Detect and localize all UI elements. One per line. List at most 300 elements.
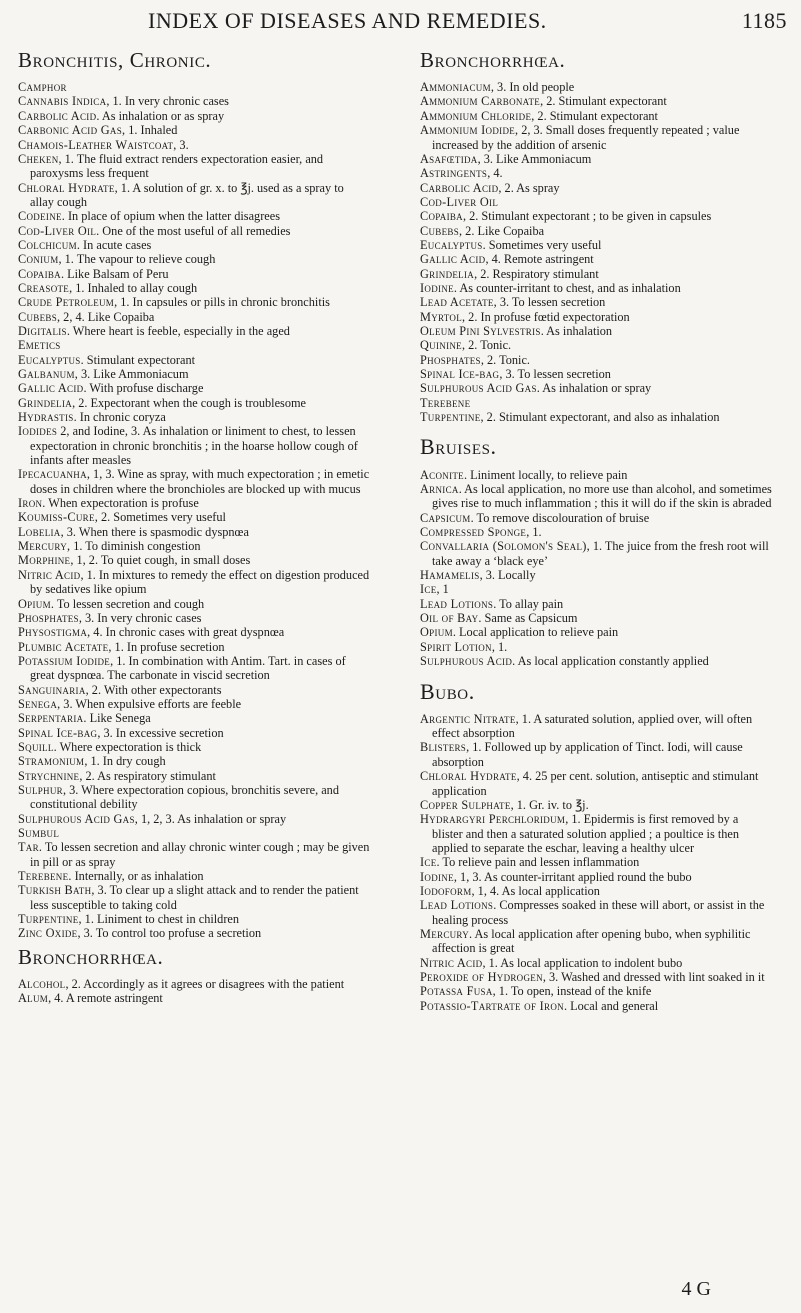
entry-description: , 1. Inhaled to allay cough bbox=[69, 280, 198, 295]
index-entry bbox=[420, 970, 772, 984]
entry-term: Blisters bbox=[420, 740, 467, 755]
entry-description: , 1. Gr. iv. to ℥j. bbox=[510, 797, 589, 812]
entry-description: , 2. With other expectorants bbox=[85, 682, 222, 697]
entry-term: Carbonic Acid Gas bbox=[18, 123, 123, 138]
index-entry bbox=[18, 109, 370, 123]
entry-description: , 2. As respiratory stimulant bbox=[79, 768, 216, 783]
index-entry bbox=[18, 209, 370, 223]
entry-term: Morphine bbox=[18, 553, 71, 568]
index-entry bbox=[18, 769, 370, 783]
index-entry bbox=[420, 338, 772, 352]
entry-description: , 2. Accordingly as it agrees or disagrees with the patient bbox=[65, 976, 345, 991]
entry-term: Grindelia bbox=[18, 395, 73, 410]
entry-term: Senega bbox=[18, 696, 58, 711]
entry-term: Camphor bbox=[18, 80, 67, 95]
entry-term: Cubebs bbox=[420, 223, 460, 238]
section-heading: Bubo. bbox=[420, 678, 475, 704]
index-entry bbox=[18, 883, 370, 912]
entry-description: , 4. A remote astringent bbox=[48, 991, 163, 1006]
entry-description: . As inhalation or as spray bbox=[96, 108, 225, 123]
index-entry bbox=[18, 754, 370, 768]
index-entry bbox=[18, 826, 370, 840]
entry-term: Myrtol bbox=[420, 309, 463, 324]
index-entry bbox=[420, 252, 772, 266]
index-entry bbox=[18, 396, 370, 410]
index-entry bbox=[420, 267, 772, 281]
entry-description: , 1. In dry cough bbox=[84, 754, 166, 769]
index-entry bbox=[18, 410, 370, 424]
index-entry bbox=[18, 281, 370, 295]
entry-description: , 3. Like Ammoniacum bbox=[477, 151, 592, 166]
index-entry bbox=[420, 152, 772, 166]
entry-term: Gallic Acid bbox=[18, 381, 84, 396]
entry-description: , 2, 4. Like Copaiba bbox=[57, 309, 155, 324]
index-entry bbox=[420, 511, 772, 525]
entry-description: . To lessen secretion and allay chronic winter cough ; may be given in pill or as spray bbox=[30, 840, 370, 869]
entry-description: , 1. The vapour to relieve cough bbox=[58, 252, 216, 267]
entry-description: , 3. To control too profuse a secretion bbox=[77, 926, 262, 941]
index-entry bbox=[420, 410, 772, 424]
index-entry bbox=[420, 625, 772, 639]
entry-term: Turpentine bbox=[18, 912, 79, 927]
index-entry bbox=[18, 912, 370, 926]
entry-term: Compressed Sponge bbox=[420, 525, 527, 540]
entry-description: , 2, 3. Small doses frequently repeated ; value increased by the addition of arsenic bbox=[432, 123, 740, 152]
running-head bbox=[0, 8, 801, 36]
index-entry bbox=[18, 525, 370, 539]
index-entry bbox=[18, 697, 370, 711]
section-heading: Bronchitis, Chronic. bbox=[18, 48, 212, 72]
entry-term: Copaiba bbox=[18, 266, 61, 281]
index-entry bbox=[18, 310, 370, 324]
index-entry bbox=[420, 123, 772, 152]
entry-term: Ice bbox=[420, 582, 437, 597]
entry-term: Galbanum bbox=[18, 367, 75, 382]
entry-term: Chloral Hydrate bbox=[18, 180, 115, 195]
index-entry bbox=[420, 654, 772, 668]
index-entry bbox=[420, 525, 772, 539]
index-entry bbox=[420, 181, 772, 195]
entry-description: , 1. The fluid extract renders expectoration easier, and paroxysms less frequent bbox=[30, 151, 324, 181]
entry-description: , 2. Stimulant expectorant, and also as inhalation bbox=[480, 410, 720, 425]
index-entry bbox=[18, 611, 370, 625]
entry-description: . Local and general bbox=[563, 998, 659, 1013]
entry-term: Squill bbox=[18, 739, 54, 754]
entry-term: Ammonium Chloride bbox=[420, 108, 532, 123]
entry-description: , 1. To diminish congestion bbox=[67, 539, 201, 554]
entry-term: Plumbic Acetate bbox=[18, 639, 109, 654]
entry-term: Opium bbox=[18, 596, 51, 611]
entry-description: , 1. Inhaled bbox=[122, 123, 178, 138]
index-entry bbox=[420, 539, 772, 568]
entry-description: , 1. Followed up by application of Tinct. Iodi, will cause absorption bbox=[432, 740, 743, 769]
entry-description: , 1. In combination with Antim. Tart. in cases of great dyspnœa. The carbonate in viscid secretion bbox=[30, 653, 346, 683]
entry-term: Convallaria (Solomon's Seal) bbox=[420, 539, 587, 554]
entry-term: Iodine bbox=[420, 280, 454, 295]
entry-description: , 4. bbox=[487, 166, 503, 181]
index-entry bbox=[18, 467, 370, 496]
entry-description: . Internally, or as inhalation bbox=[68, 869, 204, 884]
entry-term: Potassium Iodide bbox=[18, 653, 111, 668]
entry-term: Chloral Hydrate bbox=[420, 769, 517, 784]
entry-term: Oleum Pini Sylvestris bbox=[420, 323, 541, 338]
entry-term: Hydrastis bbox=[18, 410, 74, 425]
entry-term: Chamois-Leather Waistcoat bbox=[18, 137, 174, 152]
index-entry bbox=[420, 109, 772, 123]
index-entry bbox=[420, 396, 772, 410]
entry-description: , 1, 3. Wine as spray, with much expectoration ; in emetic doses in children where the bronchioles are blocked up with mucus bbox=[30, 467, 370, 496]
entry-term: Alcohol bbox=[18, 976, 66, 991]
entry-term: Lobelia bbox=[18, 524, 61, 539]
entry-term: Argentic Nitrate bbox=[420, 711, 516, 726]
entry-description: . In place of opium when the latter disagrees bbox=[61, 209, 280, 224]
entry-description: , 1. A solution of gr. x. to ℥j. used as a spray to allay cough bbox=[30, 180, 344, 209]
entry-description: , 3. To clear up a slight attack and to render the patient less susceptible to taking cold bbox=[30, 883, 359, 912]
entry-description: . Same as Capsicum bbox=[478, 611, 578, 626]
entry-term: Sulphurous Acid Gas bbox=[420, 381, 537, 396]
index-entry bbox=[420, 798, 772, 812]
index-entry bbox=[18, 840, 370, 869]
entry-term: Emetics bbox=[18, 338, 61, 353]
index-entry bbox=[18, 267, 370, 281]
entry-term: Crude Petroleum bbox=[18, 295, 115, 310]
entry-description: . Sometimes very useful bbox=[482, 237, 602, 252]
section-heading: Bruises. bbox=[420, 434, 497, 460]
entry-term: Spinal Ice-bag bbox=[18, 725, 98, 740]
entry-description: . Like Senega bbox=[83, 711, 151, 726]
entry-description: , 1. A saturated solution, applied over, will often effect absorption bbox=[432, 711, 753, 741]
index-entry bbox=[18, 640, 370, 654]
index-entry bbox=[18, 926, 370, 940]
entry-term: Sulphur bbox=[18, 782, 63, 797]
entry-description: . To allay pain bbox=[493, 596, 564, 611]
entry-term: Stramonium bbox=[18, 754, 85, 769]
entry-term: Carbolic Acid bbox=[18, 108, 97, 123]
entry-description: . Where heart is feeble, especially in the aged bbox=[66, 323, 290, 338]
index-entry bbox=[18, 740, 370, 754]
index-entry bbox=[420, 898, 772, 927]
entry-description: , 2. Tonic. bbox=[461, 338, 512, 353]
index-entry bbox=[420, 812, 772, 855]
entry-term: Eucalyptus bbox=[18, 352, 81, 367]
entry-term: Copper Sulphate bbox=[420, 797, 511, 812]
entry-description: , 2. Like Copaiba bbox=[459, 223, 545, 238]
entry-description: 2, and Iodine, 3. As inhalation or liniment to chest, to lessen expectoration in chronic bronchitis ; in the hoarse hollow cough of infants after measles bbox=[30, 424, 358, 468]
index-entry bbox=[18, 381, 370, 395]
index-entry bbox=[420, 166, 772, 180]
entry-description: , 3. To lessen secretion bbox=[499, 367, 611, 382]
entry-term: Arnica bbox=[420, 482, 459, 497]
entry-term: Zinc Oxide bbox=[18, 926, 78, 941]
index-entry bbox=[18, 568, 370, 597]
entry-term: Opium bbox=[420, 625, 453, 640]
entry-description: . In acute cases bbox=[76, 237, 152, 252]
index-entry bbox=[420, 324, 772, 338]
index-entry bbox=[18, 977, 370, 991]
index-entry bbox=[420, 597, 772, 611]
index-entry bbox=[18, 252, 370, 266]
entry-description: . As local application after opening bubo, when syphilitic affection is great bbox=[432, 926, 751, 956]
entry-description: , 2. Tonic. bbox=[480, 352, 530, 367]
entry-term: Cannabis Indica bbox=[18, 94, 107, 109]
entry-term: Cheken bbox=[18, 151, 59, 166]
entry-term: Lead Acetate bbox=[420, 295, 494, 310]
entry-description: , 2. Stimulant expectorant ; to be given in capsules bbox=[462, 209, 712, 224]
entry-term: Sulphurous Acid bbox=[420, 654, 513, 669]
entry-description: , 1, 2, 3. As inhalation or spray bbox=[134, 811, 287, 826]
index-entry bbox=[18, 324, 370, 338]
entry-term: Turkish Bath bbox=[18, 883, 92, 898]
entry-description: . With profuse discharge bbox=[83, 381, 204, 396]
entry-term: Cubebs bbox=[18, 309, 58, 324]
entry-description: . Stimulant expectorant bbox=[80, 352, 196, 367]
entry-term: Potassio-Tartrate of Iron bbox=[420, 998, 564, 1013]
entry-term: Grindelia bbox=[420, 266, 475, 281]
entry-description: . As local application constantly applied bbox=[512, 654, 709, 669]
index-entry bbox=[420, 367, 772, 381]
index-entry bbox=[420, 568, 772, 582]
index-entry bbox=[420, 927, 772, 956]
entry-term: Iodides bbox=[18, 424, 58, 439]
entry-term: Colchicum bbox=[18, 237, 77, 252]
entry-term: Iron bbox=[18, 496, 43, 511]
index-entry bbox=[420, 611, 772, 625]
index-entry bbox=[18, 625, 370, 639]
index-entry bbox=[18, 338, 370, 352]
entry-description: , 1 bbox=[436, 582, 449, 597]
entry-description: , 3. Where expectoration copious, bronchitis severe, and constitutional debility bbox=[30, 782, 339, 812]
entry-term: Astringents bbox=[420, 166, 488, 181]
index-entry bbox=[18, 80, 370, 94]
entry-term: Lead Lotions bbox=[420, 898, 494, 913]
index-entry bbox=[420, 956, 772, 970]
entry-description: . To lessen secretion and cough bbox=[50, 596, 205, 611]
entry-term: Ammonium Iodide bbox=[420, 123, 516, 138]
entry-description: , 1, 4. As local application bbox=[471, 883, 600, 898]
entry-description: . To relieve pain and lessen inflammation bbox=[436, 855, 640, 870]
entry-term: Sulphurous Acid Gas bbox=[18, 811, 135, 826]
index-entry bbox=[18, 94, 370, 108]
entry-description: , 2. Sometimes very useful bbox=[94, 510, 226, 525]
entry-description: . As local application, no more use than alcohol, and sometimes gives rise to much inflammation ; this it will do if the skin is abraded bbox=[432, 482, 772, 511]
entry-description: . One of the most useful of all remedies bbox=[96, 223, 291, 238]
index-entry bbox=[18, 726, 370, 740]
running-title: INDEX OF DISEASES AND REMEDIES. bbox=[148, 8, 547, 33]
entry-description: . Where expectoration is thick bbox=[53, 739, 202, 754]
entry-description: , 3. When there is spasmodic dyspnœa bbox=[60, 524, 249, 539]
entry-term: Mercury bbox=[420, 926, 470, 941]
entry-description: . Like Balsam of Peru bbox=[60, 266, 169, 281]
entry-term: Sanguinaria bbox=[18, 682, 86, 697]
section-heading: Bronchorrhœa. bbox=[18, 944, 164, 969]
entry-term: Hydrargyri Perchloridum bbox=[420, 812, 566, 827]
entry-term: Nitric Acid bbox=[420, 955, 483, 970]
entry-term: Cod-Liver Oil bbox=[420, 194, 499, 209]
entry-description: . Compresses soaked in these will abort, or assist in the healing process bbox=[432, 898, 765, 927]
index-entry bbox=[420, 870, 772, 884]
index-entry bbox=[18, 654, 370, 683]
entry-term: Turpentine bbox=[420, 410, 481, 425]
entry-description: , 1. bbox=[526, 525, 542, 540]
entry-term: Physostigma bbox=[18, 625, 88, 640]
index-entry bbox=[18, 138, 370, 152]
entry-description: , 1. In mixtures to remedy the effect on digestion produced by sedatives like opium bbox=[30, 567, 370, 597]
index-entry bbox=[420, 238, 772, 252]
entry-term: Aconite bbox=[420, 467, 464, 482]
entry-term: Potassa Fusa bbox=[420, 984, 493, 999]
index-entry bbox=[18, 224, 370, 238]
entry-description: , 2. Respiratory stimulant bbox=[474, 266, 599, 281]
entry-description: , 1. As local application to indolent bubo bbox=[482, 955, 683, 970]
entry-term: Terebene bbox=[18, 869, 69, 884]
index-entry bbox=[420, 884, 772, 898]
entry-description: . Local application to relieve pain bbox=[452, 625, 619, 640]
entry-description: , 1. bbox=[491, 639, 508, 654]
index-entry bbox=[420, 94, 772, 108]
index-entry bbox=[420, 740, 772, 769]
entry-term: Tar bbox=[18, 840, 39, 855]
index-entry bbox=[18, 711, 370, 725]
entry-term: Phosphates bbox=[420, 352, 481, 367]
entry-description: , 1. In capsules or pills in chronic bronchitis bbox=[114, 295, 330, 310]
left-column bbox=[18, 44, 370, 1006]
entry-description: , 1. In very chronic cases bbox=[106, 94, 229, 109]
index-entry bbox=[420, 640, 772, 654]
index-entry bbox=[18, 783, 370, 812]
index-entry bbox=[18, 510, 370, 524]
entry-term: Carbolic Acid bbox=[420, 180, 499, 195]
entry-description: , 1. To open, instead of the knife bbox=[492, 984, 652, 999]
entry-term: Conium bbox=[18, 252, 59, 267]
entry-term: Iodine bbox=[420, 869, 454, 884]
entry-term: Codeine bbox=[18, 209, 62, 224]
index-entry bbox=[420, 80, 772, 94]
entry-term: Terebene bbox=[420, 395, 471, 410]
entry-term: Quinine bbox=[420, 338, 462, 353]
entry-description: , 3. bbox=[173, 137, 189, 152]
entry-description: , 3. In old people bbox=[490, 80, 575, 95]
page-number: 1185 bbox=[741, 8, 787, 33]
index-entry bbox=[18, 683, 370, 697]
entry-term: Alum bbox=[18, 991, 49, 1006]
index-entry bbox=[18, 181, 370, 210]
index-entry bbox=[420, 295, 772, 309]
entry-description: . When expectoration is profuse bbox=[42, 496, 199, 511]
index-entry bbox=[18, 496, 370, 510]
index-entry bbox=[18, 123, 370, 137]
entry-term: Eucalyptus bbox=[420, 237, 483, 252]
entry-description: , 4. Remote astringent bbox=[485, 252, 594, 267]
index-entry bbox=[18, 424, 370, 467]
entry-description: , 3. When expulsive efforts are feeble bbox=[57, 696, 242, 711]
index-entry bbox=[18, 553, 370, 567]
entry-description: , 1. The juice from the fresh root will take away a ‘black eye’ bbox=[432, 539, 769, 568]
entry-description: . As inhalation or spray bbox=[536, 381, 652, 396]
entry-term: Ammoniacum bbox=[420, 80, 491, 95]
entry-term: Ammonium Carbonate bbox=[420, 94, 541, 109]
entry-term: Koumiss-Cure bbox=[18, 510, 95, 525]
section-heading: Bronchorrhœa. bbox=[420, 48, 566, 72]
entry-term: Spinal Ice-bag bbox=[420, 367, 500, 382]
entry-term: Cod-Liver Oil bbox=[18, 223, 97, 238]
entry-term: Nitric Acid bbox=[18, 567, 81, 582]
index-entry bbox=[18, 812, 370, 826]
index-entry bbox=[18, 597, 370, 611]
entry-description: , 3. To lessen secretion bbox=[493, 295, 606, 310]
index-entry bbox=[420, 855, 772, 869]
index-entry bbox=[420, 281, 772, 295]
entry-description: , 3. In excessive secretion bbox=[97, 725, 224, 740]
index-entry bbox=[18, 367, 370, 381]
index-entry bbox=[18, 539, 370, 553]
entry-description: , 2. Stimulant expectorant bbox=[531, 108, 658, 123]
index-entry bbox=[420, 195, 772, 209]
signature-mark: 4 G bbox=[681, 1278, 711, 1300]
entry-term: Oil of Bay bbox=[420, 611, 479, 626]
entry-description: , 2. Stimulant expectorant bbox=[540, 94, 667, 109]
entry-description: . Liniment locally, to relieve pain bbox=[463, 467, 628, 482]
index-entry bbox=[420, 984, 772, 998]
entry-term: Ipecacuanha bbox=[18, 467, 87, 482]
entry-term: Copaiba bbox=[420, 209, 463, 224]
entry-term: Serpentaria bbox=[18, 711, 84, 726]
index-entry bbox=[420, 381, 772, 395]
entry-description: , 4. 25 per cent. solution, antiseptic and stimulant application bbox=[432, 769, 759, 798]
index-entry bbox=[420, 482, 772, 511]
index-entry bbox=[18, 152, 370, 181]
index-entry bbox=[420, 769, 772, 798]
entry-term: Phosphates bbox=[18, 610, 79, 625]
index-entry bbox=[420, 353, 772, 367]
entry-term: Spirit Lotion bbox=[420, 639, 492, 654]
index-entry bbox=[18, 991, 370, 1005]
entry-description: , 3. In very chronic cases bbox=[78, 610, 202, 625]
entry-term: Iodoform bbox=[420, 883, 472, 898]
entry-description: , 3. Washed and dressed with lint soaked in it bbox=[542, 969, 765, 984]
entry-term: Sumbul bbox=[18, 826, 60, 841]
entry-term: Mercury bbox=[18, 539, 68, 554]
entry-description: , 4. In chronic cases with great dyspnœa bbox=[87, 625, 285, 640]
entry-description: , 1. Epidermis is first removed by a blister and then a saturated solution applied ; a poultice is then applied to separate the eschar, leaving a healthy ulcer bbox=[432, 812, 740, 855]
index-entry bbox=[420, 582, 772, 596]
entry-description: , 3. Like Ammoniacum bbox=[74, 367, 189, 382]
entry-term: Strychnine bbox=[18, 768, 80, 783]
entry-term: Hamamelis bbox=[420, 568, 480, 583]
entry-description: , 2. Expectorant when the cough is troublesome bbox=[72, 395, 307, 410]
entry-term: Lead Lotions bbox=[420, 596, 494, 611]
index-entry bbox=[420, 310, 772, 324]
index-entry bbox=[18, 869, 370, 883]
entry-term: Ice bbox=[420, 855, 437, 870]
entry-term: Peroxide of Hydrogen bbox=[420, 969, 543, 984]
entry-term: Capsicum bbox=[420, 510, 471, 525]
entry-description: . In chronic coryza bbox=[73, 410, 166, 425]
entry-description: . As inhalation bbox=[540, 323, 613, 338]
right-column bbox=[420, 44, 772, 1013]
entry-description: . To remove discolouration of bruise bbox=[470, 510, 650, 525]
entry-description: , 2. In profuse fœtid expectoration bbox=[462, 309, 630, 324]
entry-term: Asafœtida bbox=[420, 151, 478, 166]
entry-description: . As counter-irritant to chest, and as inhalation bbox=[453, 280, 681, 295]
entry-description: , 3. Locally bbox=[479, 568, 536, 583]
index-entry bbox=[420, 999, 772, 1013]
index-entry bbox=[420, 209, 772, 223]
entry-term: Gallic Acid bbox=[420, 252, 486, 267]
entry-term: Creasote bbox=[18, 280, 70, 295]
index-entry bbox=[420, 468, 772, 482]
entry-description: , 2. As spray bbox=[498, 180, 560, 195]
entry-description: , 1. In profuse secretion bbox=[108, 639, 225, 654]
